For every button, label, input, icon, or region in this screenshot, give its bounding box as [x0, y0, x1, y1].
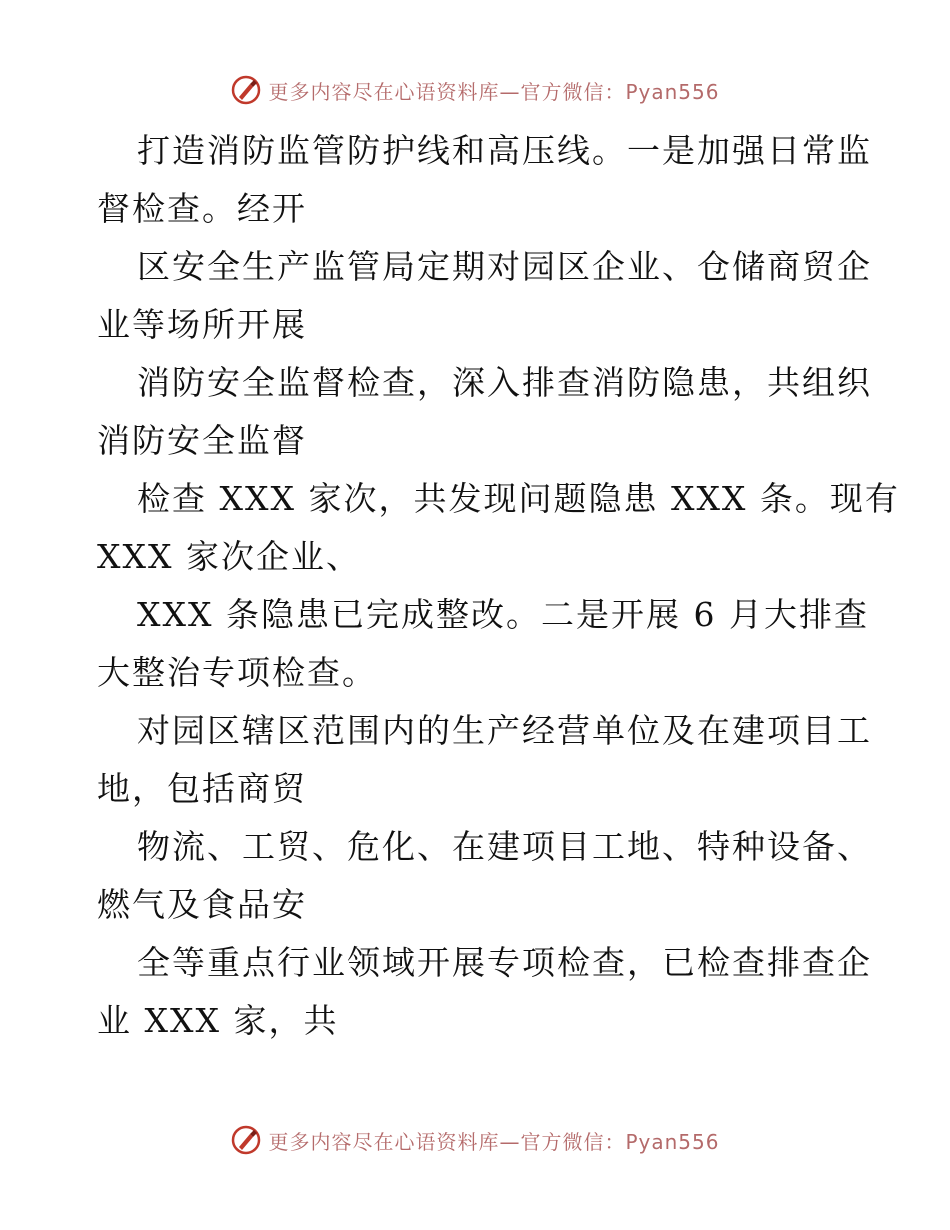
body-line: 督检查。经开 [97, 189, 307, 228]
body-line: 地，包括商贸 [97, 769, 307, 808]
header-banner-text: 更多内容尽在心语资料库—官方微信：Pyan556 [268, 79, 720, 104]
body-line: 业 XXX 家，共 [97, 1001, 339, 1040]
body-line: 物流、工贸、危化、在建项目工地、特种设备、 [137, 827, 872, 866]
header-banner [0, 70, 950, 110]
body-line: 业等场所开展 [97, 305, 307, 344]
body-line: XXX 条隐患已完成整改。二是开展 6 月大排查 [137, 595, 869, 634]
body-line: 全等重点行业领域开展专项检查，已检查排查企 [137, 943, 872, 982]
body-line: 对园区辖区范围内的生产经营单位及在建项目工 [137, 711, 872, 750]
body-line: 检查 XXX 家次，共发现问题隐患 XXX 条。现有 [137, 479, 900, 518]
footer-banner [0, 1120, 950, 1160]
body-line: 消防安全监督 [97, 421, 307, 460]
red-pen-circle-logo-icon [230, 74, 262, 106]
document-body [97, 122, 900, 1050]
body-line: 消防安全监督检查，深入排查消防隐患，共组织 [137, 363, 872, 402]
body-line: 打造消防监管防护线和高压线。一是加强日常监 [137, 131, 872, 170]
body-line: 大整治专项检查。 [97, 653, 377, 692]
red-pen-circle-logo-icon [230, 1124, 262, 1156]
body-line: 区安全生产监管局定期对园区企业、仓储商贸企 [137, 247, 872, 286]
footer-banner-text: 更多内容尽在心语资料库—官方微信：Pyan556 [268, 1129, 720, 1154]
body-line: 燃气及食品安 [97, 885, 307, 924]
body-line: XXX 家次企业、 [97, 537, 361, 576]
